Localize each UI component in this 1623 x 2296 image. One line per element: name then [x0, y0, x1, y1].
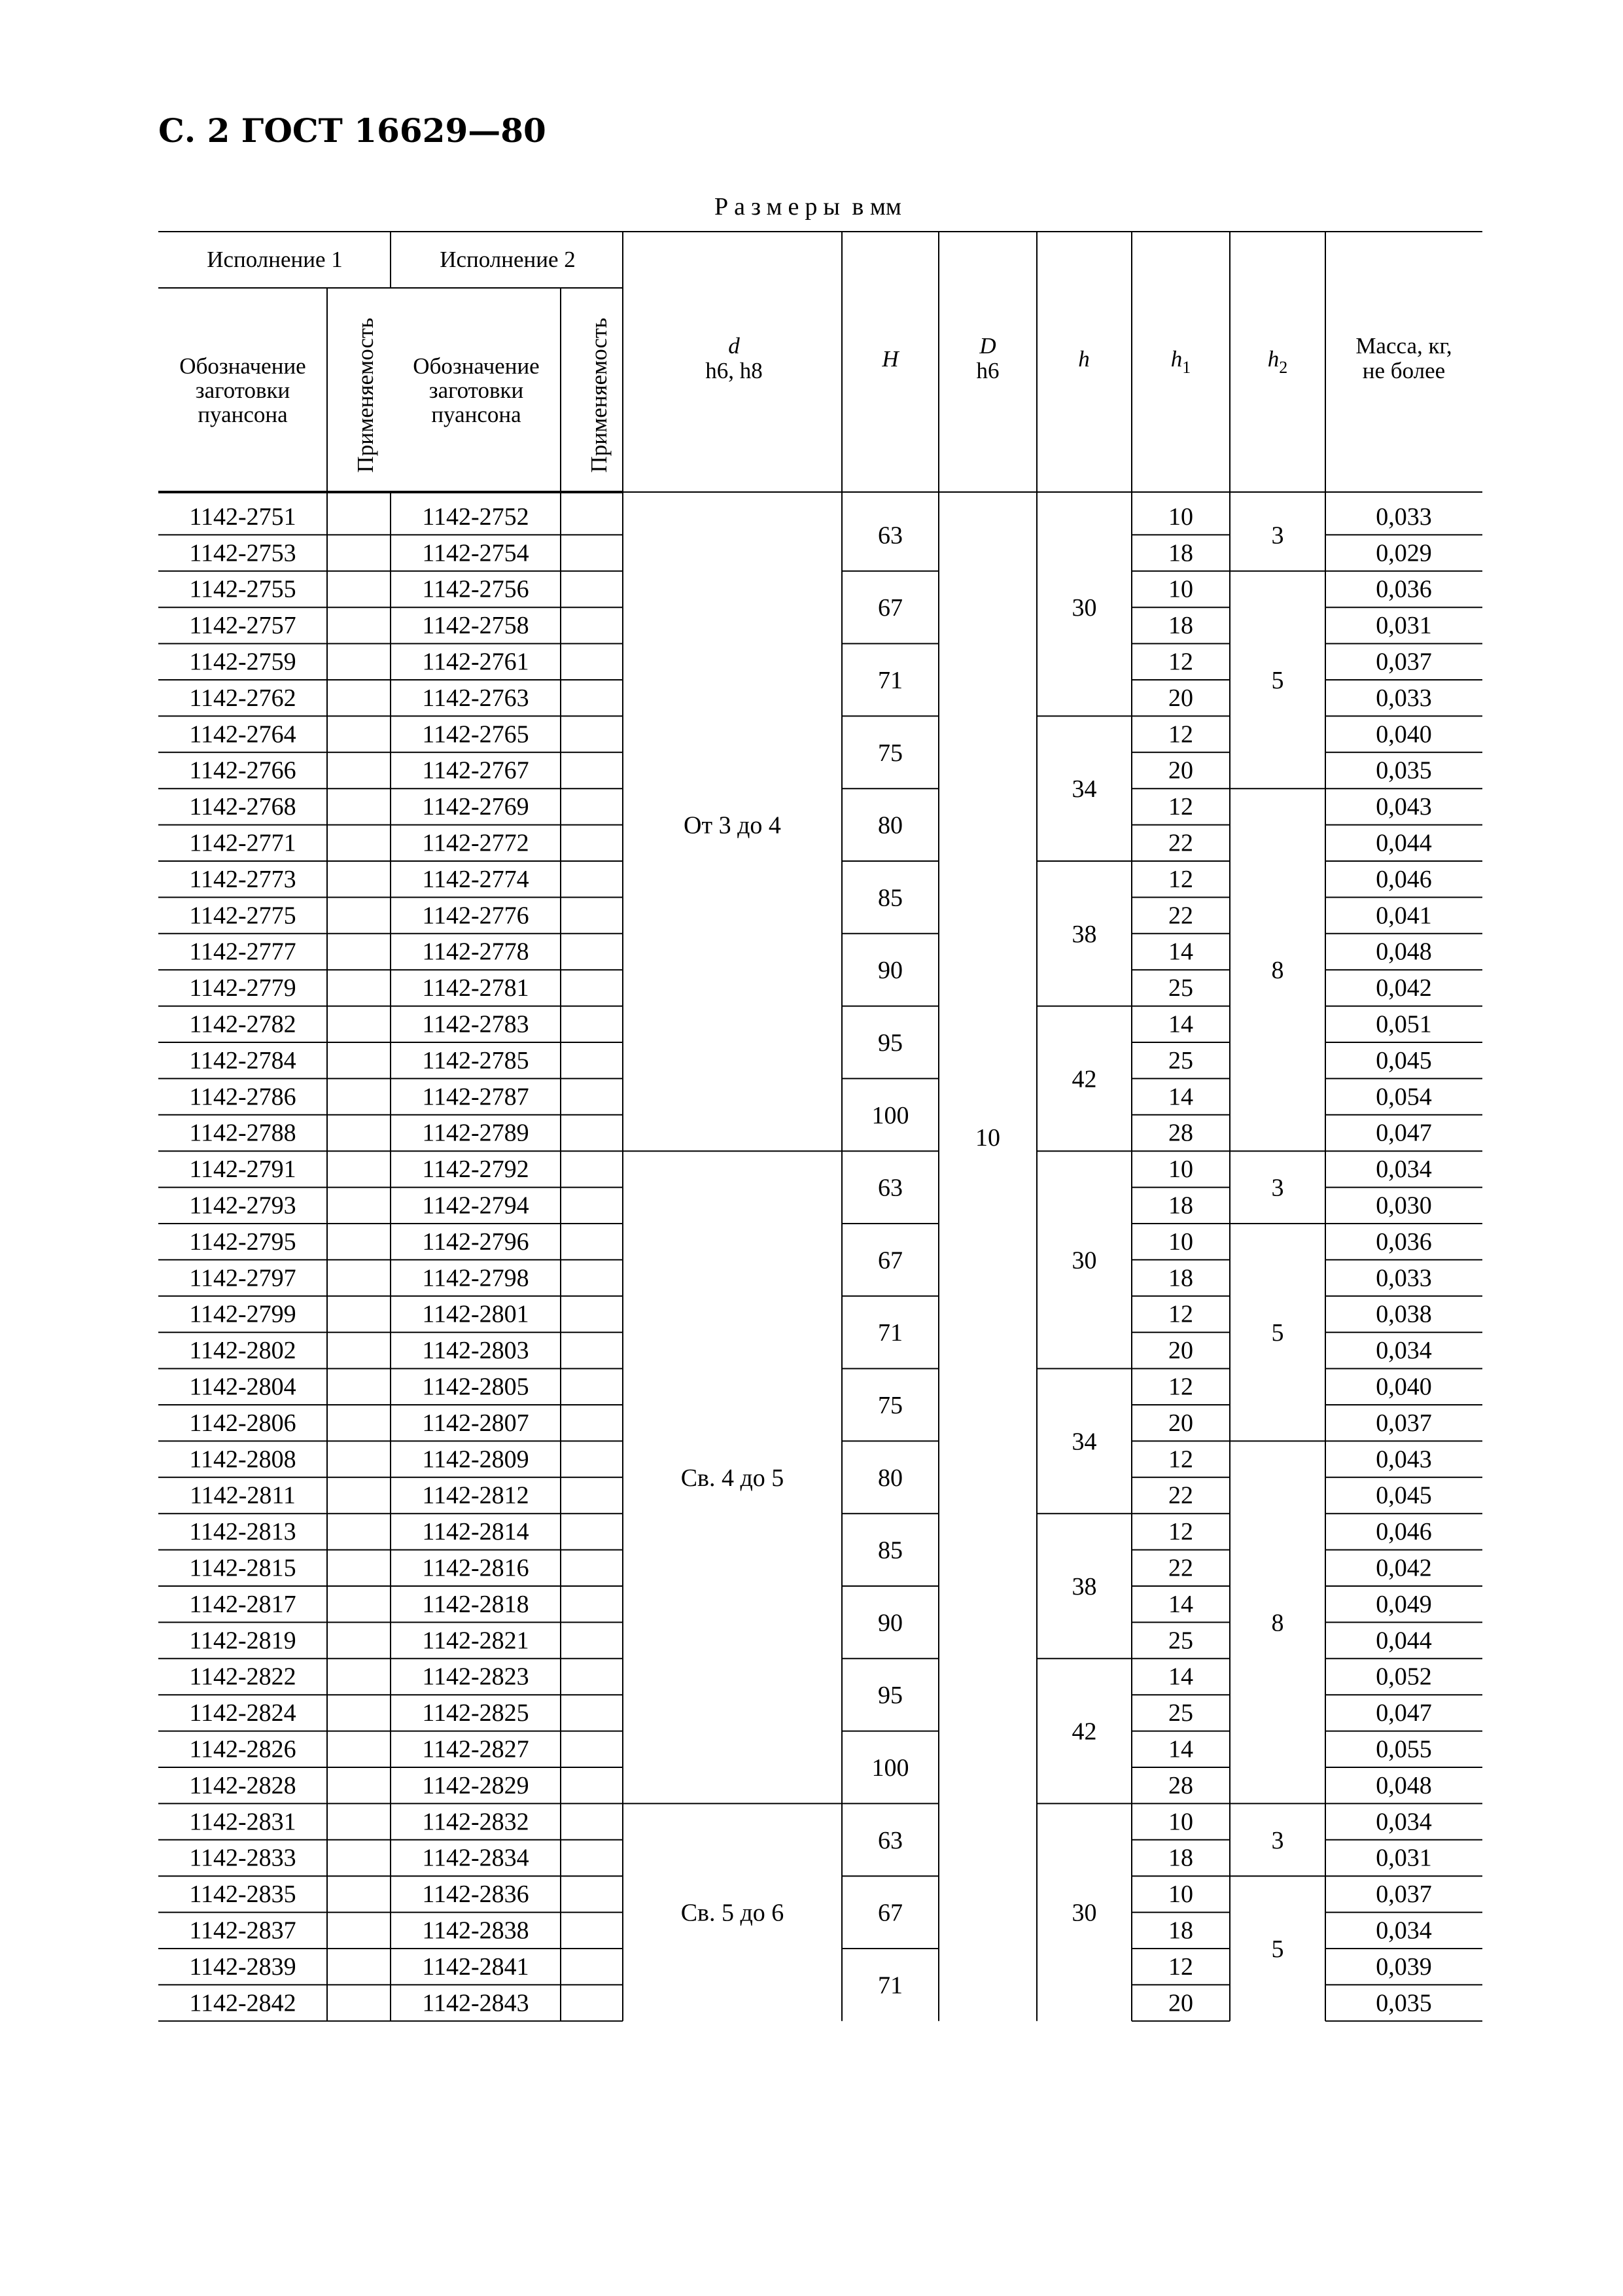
- cell-massa: 0,046: [1376, 865, 1432, 893]
- units-label-rest: в мм: [852, 193, 901, 221]
- cell-h1: 12: [1168, 1300, 1193, 1328]
- cell-massa: 0,034: [1376, 1156, 1432, 1184]
- cell-h1: 12: [1168, 793, 1193, 821]
- cell-designation-1: 1142-2768: [189, 793, 296, 821]
- cell-H: 100: [871, 1754, 909, 1782]
- cell-designation-2: 1142-2838: [422, 1916, 529, 1945]
- header-oboznachenie-1-line2: заготовки: [195, 378, 290, 403]
- cell-H: 85: [878, 884, 903, 912]
- cell-h1: 22: [1168, 829, 1193, 857]
- cell-designation-2: 1142-2789: [422, 1119, 529, 1147]
- cell-h1: 25: [1168, 1699, 1193, 1727]
- cell-designation-1: 1142-2775: [189, 902, 296, 930]
- cell-massa: 0,033: [1376, 1264, 1432, 1292]
- cell-massa: 0,044: [1376, 1627, 1432, 1655]
- cell-h: 42: [1072, 1718, 1097, 1746]
- cell-h1: 10: [1168, 1227, 1193, 1256]
- cell-h1: 25: [1168, 1627, 1193, 1655]
- cell-designation-2: 1142-2772: [422, 829, 529, 857]
- cell-H: 71: [878, 1319, 903, 1347]
- cell-designation-1: 1142-2819: [189, 1627, 296, 1655]
- cell-h: 30: [1072, 594, 1097, 622]
- cell-h2: 8: [1271, 1609, 1284, 1637]
- cell-designation-2: 1142-2783: [422, 1010, 529, 1038]
- cell-designation-2: 1142-2796: [422, 1227, 529, 1256]
- cell-h1: 14: [1168, 1590, 1193, 1618]
- cell-designation-2: 1142-2821: [422, 1627, 529, 1655]
- cell-designation-2: 1142-2816: [422, 1554, 529, 1582]
- cell-designation-2: 1142-2785: [422, 1046, 529, 1074]
- cell-d-range: От 3 до 4: [684, 811, 781, 839]
- cell-h: 30: [1072, 1899, 1097, 1927]
- cell-massa: 0,034: [1376, 1337, 1432, 1365]
- cell-h1: 20: [1168, 684, 1193, 712]
- header-ispolnenie-1: Исполнение 1: [207, 247, 343, 272]
- header-D-symbol: D: [979, 333, 996, 359]
- cell-massa: 0,052: [1376, 1663, 1432, 1691]
- cell-massa: 0,031: [1376, 612, 1432, 640]
- cell-h2: 3: [1271, 521, 1284, 550]
- cell-designation-2: 1142-2809: [422, 1445, 529, 1474]
- cell-h1: 14: [1168, 1010, 1193, 1038]
- cell-h1: 18: [1168, 1264, 1193, 1292]
- cell-designation-1: 1142-2817: [189, 1590, 296, 1618]
- cell-massa: 0,046: [1376, 1518, 1432, 1546]
- cell-designation-2: 1142-2769: [422, 793, 529, 821]
- cell-massa: 0,044: [1376, 829, 1432, 857]
- cell-h2: 5: [1271, 1319, 1284, 1347]
- cell-h2: 5: [1271, 667, 1284, 694]
- cell-H: 63: [878, 521, 903, 550]
- cell-massa: 0,034: [1376, 1916, 1432, 1945]
- cell-H: 100: [871, 1101, 909, 1129]
- cell-H: 75: [878, 739, 903, 767]
- cell-designation-1: 1142-2791: [189, 1156, 296, 1184]
- cell-massa: 0,040: [1376, 720, 1432, 749]
- cell-designation-1: 1142-2755: [189, 575, 296, 603]
- cell-massa: 0,029: [1376, 539, 1432, 567]
- cell-massa: 0,037: [1376, 1881, 1432, 1909]
- cell-h1: 12: [1168, 1373, 1193, 1401]
- cell-designation-1: 1142-2842: [189, 1989, 296, 2017]
- cell-D: 10: [975, 1124, 1000, 1152]
- cell-designation-1: 1142-2799: [189, 1300, 296, 1328]
- cell-massa: 0,043: [1376, 793, 1432, 821]
- header-oboznachenie-2-line3: пуансона: [431, 402, 521, 427]
- cell-h1: 12: [1168, 720, 1193, 749]
- cell-designation-1: 1142-2757: [189, 612, 296, 640]
- cell-h1: 20: [1168, 1337, 1193, 1365]
- cell-h1: 12: [1168, 1518, 1193, 1546]
- header-oboznachenie-2-line2: заготовки: [428, 378, 524, 403]
- cell-massa: 0,042: [1376, 974, 1432, 1002]
- header-oboznachenie-1-line1: Обозначение: [179, 353, 306, 379]
- page-header-title: С. 2 ГОСТ 16629—80: [158, 111, 546, 150]
- cell-h: 38: [1072, 920, 1097, 948]
- cell-designation-2: 1142-2834: [422, 1844, 529, 1872]
- cell-h1: 22: [1168, 1554, 1193, 1582]
- cell-designation-1: 1142-2793: [189, 1192, 296, 1220]
- cell-designation-2: 1142-2752: [422, 503, 529, 531]
- cell-h1: 25: [1168, 1046, 1193, 1074]
- cell-designation-2: 1142-2832: [422, 1808, 529, 1836]
- cell-h2: 8: [1271, 957, 1284, 985]
- header-h1-symbol: h: [1170, 346, 1183, 372]
- cell-designation-1: 1142-2804: [189, 1373, 296, 1401]
- cell-h1: 14: [1168, 1663, 1193, 1691]
- cell-designation-1: 1142-2837: [189, 1916, 296, 1945]
- cell-h: 30: [1072, 1246, 1097, 1275]
- cell-designation-1: 1142-2813: [189, 1518, 296, 1546]
- header-massa-line1: Масса, кг,: [1355, 333, 1452, 359]
- table-grid: [158, 232, 1482, 2021]
- cell-designation-2: 1142-2807: [422, 1409, 529, 1437]
- cell-designation-2: 1142-2792: [422, 1156, 529, 1184]
- header-primenyaemost-1: Применяемость: [353, 317, 378, 473]
- header-oboznachenie-1-line3: пуансона: [198, 402, 288, 427]
- cell-massa: 0,036: [1376, 1227, 1432, 1256]
- cell-massa: 0,055: [1376, 1735, 1432, 1763]
- cell-designation-1: 1142-2795: [189, 1227, 296, 1256]
- cell-h1: 12: [1168, 1952, 1193, 1981]
- cell-h1: 22: [1168, 1481, 1193, 1510]
- cell-massa: 0,040: [1376, 1373, 1432, 1401]
- cell-H: 63: [878, 1174, 903, 1202]
- cell-designation-2: 1142-2836: [422, 1881, 529, 1909]
- cell-h1: 10: [1168, 1881, 1193, 1909]
- cell-massa: 0,035: [1376, 756, 1432, 785]
- cell-designation-2: 1142-2763: [422, 684, 529, 712]
- cell-designation-2: 1142-2758: [422, 612, 529, 640]
- cell-designation-1: 1142-2762: [189, 684, 296, 712]
- cell-designation-1: 1142-2782: [189, 1010, 296, 1038]
- cell-designation-1: 1142-2822: [189, 1663, 296, 1691]
- cell-massa: 0,033: [1376, 503, 1432, 531]
- cell-designation-1: 1142-2808: [189, 1445, 296, 1474]
- cell-d-range: Св. 4 до 5: [680, 1464, 784, 1492]
- cell-massa: 0,037: [1376, 1409, 1432, 1437]
- cell-designation-2: 1142-2761: [422, 648, 529, 676]
- header-H: H: [882, 346, 899, 372]
- cell-designation-1: 1142-2835: [189, 1881, 296, 1909]
- cell-designation-1: 1142-2824: [189, 1699, 296, 1727]
- cell-H: 67: [878, 594, 903, 622]
- cell-massa: 0,048: [1376, 938, 1432, 966]
- cell-H: 63: [878, 1826, 903, 1854]
- cell-h1: 14: [1168, 1083, 1193, 1111]
- cell-designation-1: 1142-2802: [189, 1337, 296, 1365]
- header-h2-index: 2: [1279, 358, 1288, 377]
- cell-designation-1: 1142-2786: [189, 1083, 296, 1111]
- header-h1: [1171, 346, 1191, 377]
- cell-designation-1: 1142-2771: [189, 829, 296, 857]
- header-oboznachenie-2-line1: Обозначение: [413, 353, 540, 379]
- cell-massa: 0,035: [1376, 1989, 1432, 2017]
- cell-H: 67: [878, 1899, 903, 1927]
- cell-d-range: Св. 5 до 6: [680, 1899, 784, 1927]
- cell-designation-1: 1142-2797: [189, 1264, 296, 1292]
- cell-massa: 0,036: [1376, 575, 1432, 603]
- cell-designation-2: 1142-2774: [422, 865, 529, 893]
- cell-h1: 20: [1168, 1409, 1193, 1437]
- cell-designation-2: 1142-2827: [422, 1735, 529, 1763]
- cell-h1: 14: [1168, 938, 1193, 966]
- cell-massa: 0,047: [1376, 1119, 1432, 1147]
- cell-massa: 0,039: [1376, 1952, 1432, 1981]
- cell-h: 38: [1072, 1573, 1097, 1600]
- cell-designation-1: 1142-2831: [189, 1808, 296, 1836]
- cell-designation-2: 1142-2814: [422, 1518, 529, 1546]
- cell-massa: 0,038: [1376, 1300, 1432, 1328]
- cell-H: 80: [878, 1464, 903, 1492]
- cell-h1: 20: [1168, 756, 1193, 785]
- units-label-spaced: Размеры: [714, 193, 846, 221]
- cell-h2: 5: [1271, 1935, 1284, 1963]
- cell-massa: 0,034: [1376, 1808, 1432, 1836]
- cell-H: 95: [878, 1682, 903, 1710]
- cell-designation-2: 1142-2829: [422, 1771, 529, 1799]
- cell-designation-1: 1142-2806: [189, 1409, 296, 1437]
- cell-H: 95: [878, 1029, 903, 1057]
- header-h2: [1268, 346, 1288, 377]
- cell-designation-2: 1142-2803: [422, 1337, 529, 1365]
- cell-designation-2: 1142-2754: [422, 539, 529, 567]
- cell-H: 90: [878, 1609, 903, 1637]
- cell-massa: 0,030: [1376, 1192, 1432, 1220]
- cell-massa: 0,045: [1376, 1046, 1432, 1074]
- cell-H: 67: [878, 1246, 903, 1275]
- cell-massa: 0,042: [1376, 1554, 1432, 1582]
- cell-h1: 18: [1168, 1916, 1193, 1945]
- cell-designation-2: 1142-2805: [422, 1373, 529, 1401]
- cell-designation-1: 1142-2811: [190, 1481, 296, 1510]
- header-h: h: [1078, 346, 1090, 372]
- cell-H: 71: [878, 667, 903, 694]
- header-ispolnenie-2: Исполнение 2: [440, 247, 576, 272]
- header-d-symbol: d: [728, 333, 740, 359]
- cell-h1: 28: [1168, 1771, 1193, 1799]
- cell-H: 85: [878, 1536, 903, 1564]
- cell-h1: 18: [1168, 1844, 1193, 1872]
- cell-designation-1: 1142-2815: [189, 1554, 296, 1582]
- cell-designation-2: 1142-2801: [422, 1300, 529, 1328]
- header-D-tolerance: h6: [976, 358, 1000, 383]
- cell-h1: 10: [1168, 1808, 1193, 1836]
- cell-designation-1: 1142-2784: [189, 1046, 296, 1074]
- cell-massa: 0,033: [1376, 684, 1432, 712]
- cell-massa: 0,041: [1376, 902, 1432, 930]
- cell-massa: 0,047: [1376, 1699, 1432, 1727]
- cell-H: 75: [878, 1392, 903, 1419]
- cell-designation-1: 1142-2766: [189, 756, 296, 785]
- cell-designation-2: 1142-2818: [422, 1590, 529, 1618]
- cell-designation-2: 1142-2756: [422, 575, 529, 603]
- cell-designation-2: 1142-2781: [422, 974, 529, 1002]
- cell-designation-1: 1142-2751: [189, 503, 296, 531]
- cell-designation-2: 1142-2776: [422, 902, 529, 930]
- cell-designation-1: 1142-2839: [189, 1952, 296, 1981]
- cell-designation-1: 1142-2759: [189, 648, 296, 676]
- cell-h1: 18: [1168, 612, 1193, 640]
- cell-h1: 18: [1168, 1192, 1193, 1220]
- cell-h1: 20: [1168, 1989, 1193, 2017]
- cell-h1: 10: [1168, 575, 1193, 603]
- cell-designation-2: 1142-2778: [422, 938, 529, 966]
- cell-h1: 10: [1168, 503, 1193, 531]
- cell-massa: 0,048: [1376, 1771, 1432, 1799]
- cell-massa: 0,054: [1376, 1083, 1432, 1111]
- cell-massa: 0,051: [1376, 1010, 1432, 1038]
- cell-designation-1: 1142-2833: [189, 1844, 296, 1872]
- header-massa-line2: не более: [1362, 358, 1446, 383]
- cell-designation-2: 1142-2787: [422, 1083, 529, 1111]
- cell-h: 42: [1072, 1065, 1097, 1093]
- cell-designation-1: 1142-2788: [189, 1119, 296, 1147]
- cell-massa: 0,045: [1376, 1481, 1432, 1510]
- cell-h1: 22: [1168, 902, 1193, 930]
- header-h2-symbol: h: [1267, 346, 1280, 372]
- cell-h1: 25: [1168, 974, 1193, 1002]
- cell-h1: 12: [1168, 865, 1193, 893]
- cell-designation-1: 1142-2826: [189, 1735, 296, 1763]
- cell-massa: 0,043: [1376, 1445, 1432, 1474]
- cell-designation-2: 1142-2825: [422, 1699, 529, 1727]
- cell-H: 71: [878, 1971, 903, 2000]
- cell-designation-1: 1142-2773: [189, 865, 296, 893]
- cell-h2: 3: [1271, 1174, 1284, 1202]
- cell-massa: 0,037: [1376, 648, 1432, 676]
- cell-designation-1: 1142-2753: [189, 539, 296, 567]
- cell-designation-2: 1142-2812: [422, 1481, 529, 1510]
- cell-designation-2: 1142-2843: [422, 1989, 529, 2017]
- cell-designation-2: 1142-2767: [422, 756, 529, 785]
- cell-h1: 12: [1168, 1445, 1193, 1474]
- cell-h1: 10: [1168, 1156, 1193, 1184]
- cell-h1: 12: [1168, 648, 1193, 676]
- cell-H: 80: [878, 811, 903, 839]
- cell-designation-2: 1142-2765: [422, 720, 529, 749]
- cell-designation-1: 1142-2777: [189, 938, 296, 966]
- cell-massa: 0,031: [1376, 1844, 1432, 1872]
- cell-H: 90: [878, 957, 903, 985]
- cell-designation-2: 1142-2841: [422, 1952, 529, 1981]
- cell-designation-2: 1142-2794: [422, 1192, 529, 1220]
- cell-designation-1: 1142-2828: [189, 1771, 296, 1799]
- cell-designation-2: 1142-2823: [422, 1663, 529, 1691]
- cell-h: 34: [1072, 775, 1097, 804]
- cell-designation-2: 1142-2798: [422, 1264, 529, 1292]
- cell-designation-1: 1142-2779: [189, 974, 296, 1002]
- cell-massa: 0,049: [1376, 1590, 1432, 1618]
- header-h1-index: 1: [1182, 358, 1191, 377]
- header-d-tolerance: h6, h8: [705, 358, 763, 383]
- cell-h1: 28: [1168, 1119, 1193, 1147]
- header-primenyaemost-2: Применяемость: [586, 317, 612, 473]
- cell-designation-1: 1142-2764: [189, 720, 296, 749]
- cell-h1: 18: [1168, 539, 1193, 567]
- cell-h1: 14: [1168, 1735, 1193, 1763]
- cell-h2: 3: [1271, 1826, 1284, 1854]
- cell-h: 34: [1072, 1428, 1097, 1456]
